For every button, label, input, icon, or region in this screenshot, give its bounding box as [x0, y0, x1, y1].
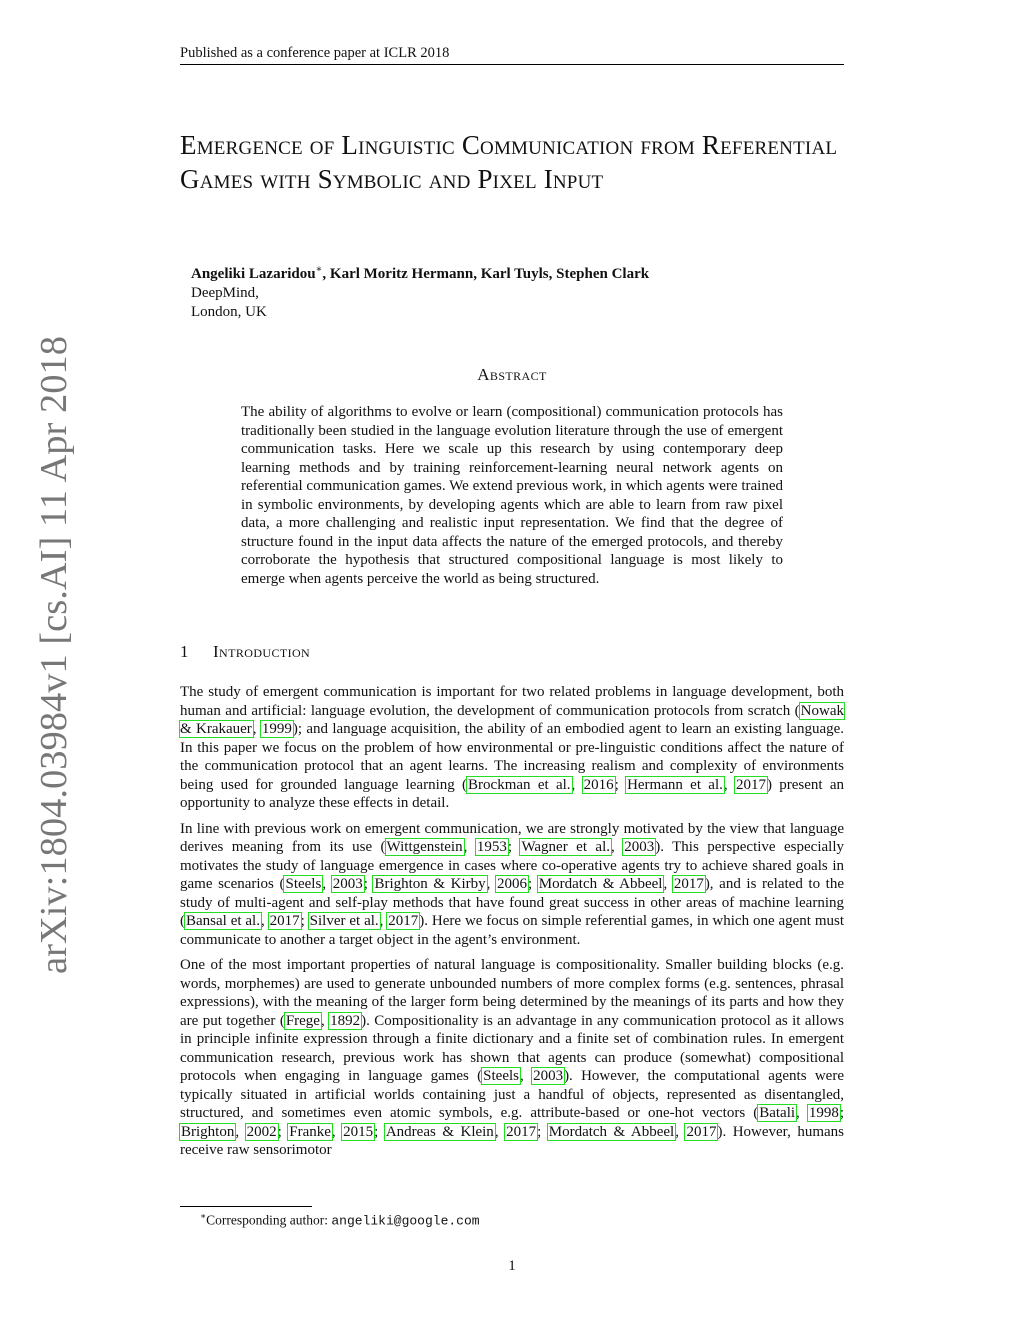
citation-link[interactable]: Brighton & Kirby — [374, 876, 486, 892]
text-run: , — [520, 1068, 533, 1084]
text-run: ). However, humans receive raw sensorimotor — [180, 1123, 844, 1158]
author-block — [191, 260, 791, 322]
footnote-mark: ∗ — [200, 1211, 207, 1221]
paragraph — [180, 956, 844, 1160]
text-run: ; — [537, 1123, 548, 1140]
citation-link[interactable]: Mordatch & Abbeel — [538, 876, 663, 892]
text-run: , — [322, 876, 332, 892]
paper-title: Emergence of Linguistic Communication from Referential Games with Symbolic and Pixel Input — [180, 130, 838, 194]
citation-link[interactable]: 2017 — [735, 776, 766, 793]
text-run: , — [260, 913, 269, 929]
text-run: ; — [528, 876, 538, 892]
text-run: The study of emergent communication is important for two related problems in language development, both human and artificial: language evolution, the development of communication protocols from scratch ( — [180, 684, 844, 719]
citation-link[interactable]: Wagner et al. — [521, 839, 611, 855]
citation-link[interactable]: 2002 — [246, 1123, 277, 1140]
text-run: ; — [300, 913, 309, 929]
citation-link[interactable]: Steels — [285, 876, 322, 892]
citation-link[interactable]: Steels — [483, 1068, 520, 1084]
text-run: ). This perspective especially motivates the study of language emergence in cases where co-operative agents try to achieve shared goals in game scenarios ( — [180, 839, 844, 892]
citation-link[interactable]: 1998 — [808, 1105, 839, 1121]
text-run: ; — [363, 876, 374, 892]
paragraph — [180, 820, 844, 950]
citation-link[interactable]: 1953 — [476, 839, 507, 855]
citation-link[interactable]: Bansal et al. — [186, 913, 260, 929]
text-run: ), and is related to the study of multi-agent and self-play methods that have found great success in other areas of machine learning ( — [180, 876, 845, 929]
section-title: Introduction — [213, 642, 311, 661]
text-run: ). However, the computational agents were typically situated in artificial worlds containing just a handful of objects, represented as disentangled, structured, and sometimes even atomic symbols, e.g. attribute-based or one-hot vectors ( — [180, 1068, 844, 1121]
text-run: , — [252, 721, 261, 737]
section-heading — [180, 642, 310, 662]
paragraph — [180, 683, 844, 813]
text-run: ) present an opportunity to analyze these effects in detail. — [180, 776, 845, 811]
citation-link[interactable]: 2017 — [686, 1123, 717, 1140]
text-run: , — [494, 1123, 506, 1140]
citation-link[interactable]: Brockman et al. — [468, 776, 571, 793]
text-run: , — [235, 1123, 246, 1140]
text-run: ; — [507, 839, 521, 855]
affiliation: DeepMind, — [191, 285, 259, 301]
citation-link[interactable]: Wittgenstein — [386, 839, 463, 855]
introduction-body — [180, 683, 844, 1167]
corresponding-mark[interactable]: ∗ — [315, 264, 323, 275]
citation-link[interactable]: 2003 — [533, 1068, 564, 1084]
citation-link[interactable]: 2017 — [506, 1123, 537, 1140]
text-run: One of the most important properties of natural language is compositionality. Smaller building blocks (e.g. words, morphemes) are used to generate unbounded numbers of more complex forms (e.g. sentences, phrasal expressions), with the meaning of the larger form being determined by the meanings of its parts and how they are put together ( — [180, 957, 844, 1029]
abstract-text: The ability of algorithms to evolve or learn (compositional) communication protocols has traditionally been studied in the language evolution literature through the use of emergent communication tasks. Here we scale up this research by using contemporary deep learning methods and by training reinforcement-learning neural network agents on referential communication games. We extend previous work, in which agents were trained in symbolic environments, by developing agents which are able to learn from raw pixel data, a more challenging and realistic input representation. We find that the degree of structure found in the input data affects the nature of the emerged protocols, and thereby corroborate the hypothesis that structured compositional language is most likely to emerge when agents perceive the world as being structured. — [241, 404, 783, 587]
citation-link[interactable]: 1999 — [261, 721, 292, 737]
text-run: , — [723, 776, 735, 793]
text-run: ; — [614, 776, 627, 793]
text-run: , — [486, 876, 497, 892]
citation-link[interactable]: Silver et al. — [309, 913, 379, 929]
location: London, UK — [191, 304, 267, 320]
citation-link[interactable]: 2016 — [583, 776, 614, 793]
citation-link[interactable]: Hermann et al. — [627, 776, 723, 793]
text-run: ). Here we focus on simple referential games, in which one agent must communicate to another a target object in the agent’s environment. — [180, 913, 845, 948]
text-run: , — [675, 1123, 686, 1140]
running-header: Published as a conference paper at ICLR 2018 — [180, 44, 844, 65]
text-run: , — [463, 839, 476, 855]
citation-link[interactable]: Batali — [759, 1105, 796, 1121]
text-run: , — [796, 1105, 808, 1121]
citation-link[interactable]: 2015 — [343, 1123, 374, 1140]
citation-link[interactable]: 2017 — [388, 913, 419, 929]
text-run: , — [663, 876, 673, 892]
citation-link[interactable]: Mordatch & Abbeel — [548, 1123, 675, 1140]
citation-link[interactable]: Nowak & Krakauer — [180, 702, 844, 737]
text-run: ); and language acquisition, the ability of an embodied agent to learn an existing language. In this paper we focus on the problem of how environmental or pre-linguistic conditions affect the nature of the communication protocol that an agent learns. The increasing realism and complexity of environments being used for grounded language learning ( — [180, 721, 845, 793]
page-number: 1 — [508, 1258, 516, 1274]
text-run: In line with previous work on emergent communication, we are strongly motivated by the view that language derives meaning from its use ( — [180, 820, 844, 855]
text-run: , — [379, 913, 388, 929]
citation-link[interactable]: Brighton — [181, 1123, 235, 1140]
text-run: ; — [839, 1105, 845, 1121]
abstract-heading: Abstract — [477, 365, 547, 384]
text-run: ). Compositionality is an advantage in any communication protocol as it allows in principle infinite expression through a finite dictionary and a finite set of combination rules. In emergent communication research, previous work has shown that agents can produce (somewhat) compositional protocols when engaging in language games ( — [180, 1012, 844, 1084]
footnote-email[interactable]: angeliki@google.com — [331, 1213, 480, 1229]
footnote-rule — [180, 1206, 312, 1207]
text-run: , — [611, 839, 624, 855]
other-authors: , Karl Moritz Hermann, Karl Tuyls, Stephen Clark — [322, 266, 650, 282]
footnote-label: Corresponding author: — [206, 1212, 332, 1228]
citation-link[interactable]: 1892 — [330, 1012, 361, 1029]
citation-link[interactable]: 2003 — [624, 839, 655, 855]
section-number: 1 — [180, 642, 189, 661]
author-names — [191, 260, 791, 284]
text-run: ; — [277, 1123, 289, 1140]
citation-link[interactable]: 2017 — [269, 913, 300, 929]
citation-link[interactable]: 2006 — [497, 876, 528, 892]
citation-link[interactable]: 2003 — [332, 876, 363, 892]
text-run: ; — [374, 1123, 385, 1140]
text-run: , — [331, 1123, 343, 1140]
citation-link[interactable]: Franke — [289, 1123, 331, 1140]
citation-link[interactable]: Andreas & Klein — [385, 1123, 494, 1140]
citation-link[interactable]: Frege — [285, 1012, 320, 1029]
footnote — [200, 1208, 480, 1230]
citation-link[interactable]: 2017 — [673, 876, 704, 892]
text-run: , — [571, 776, 583, 793]
arxiv-stamp[interactable]: arXiv:1804.03984v1 [cs.AI] 11 Apr 2018 — [33, 335, 75, 975]
first-author: Angeliki Lazaridou — [191, 266, 316, 282]
text-run: , — [320, 1012, 330, 1029]
